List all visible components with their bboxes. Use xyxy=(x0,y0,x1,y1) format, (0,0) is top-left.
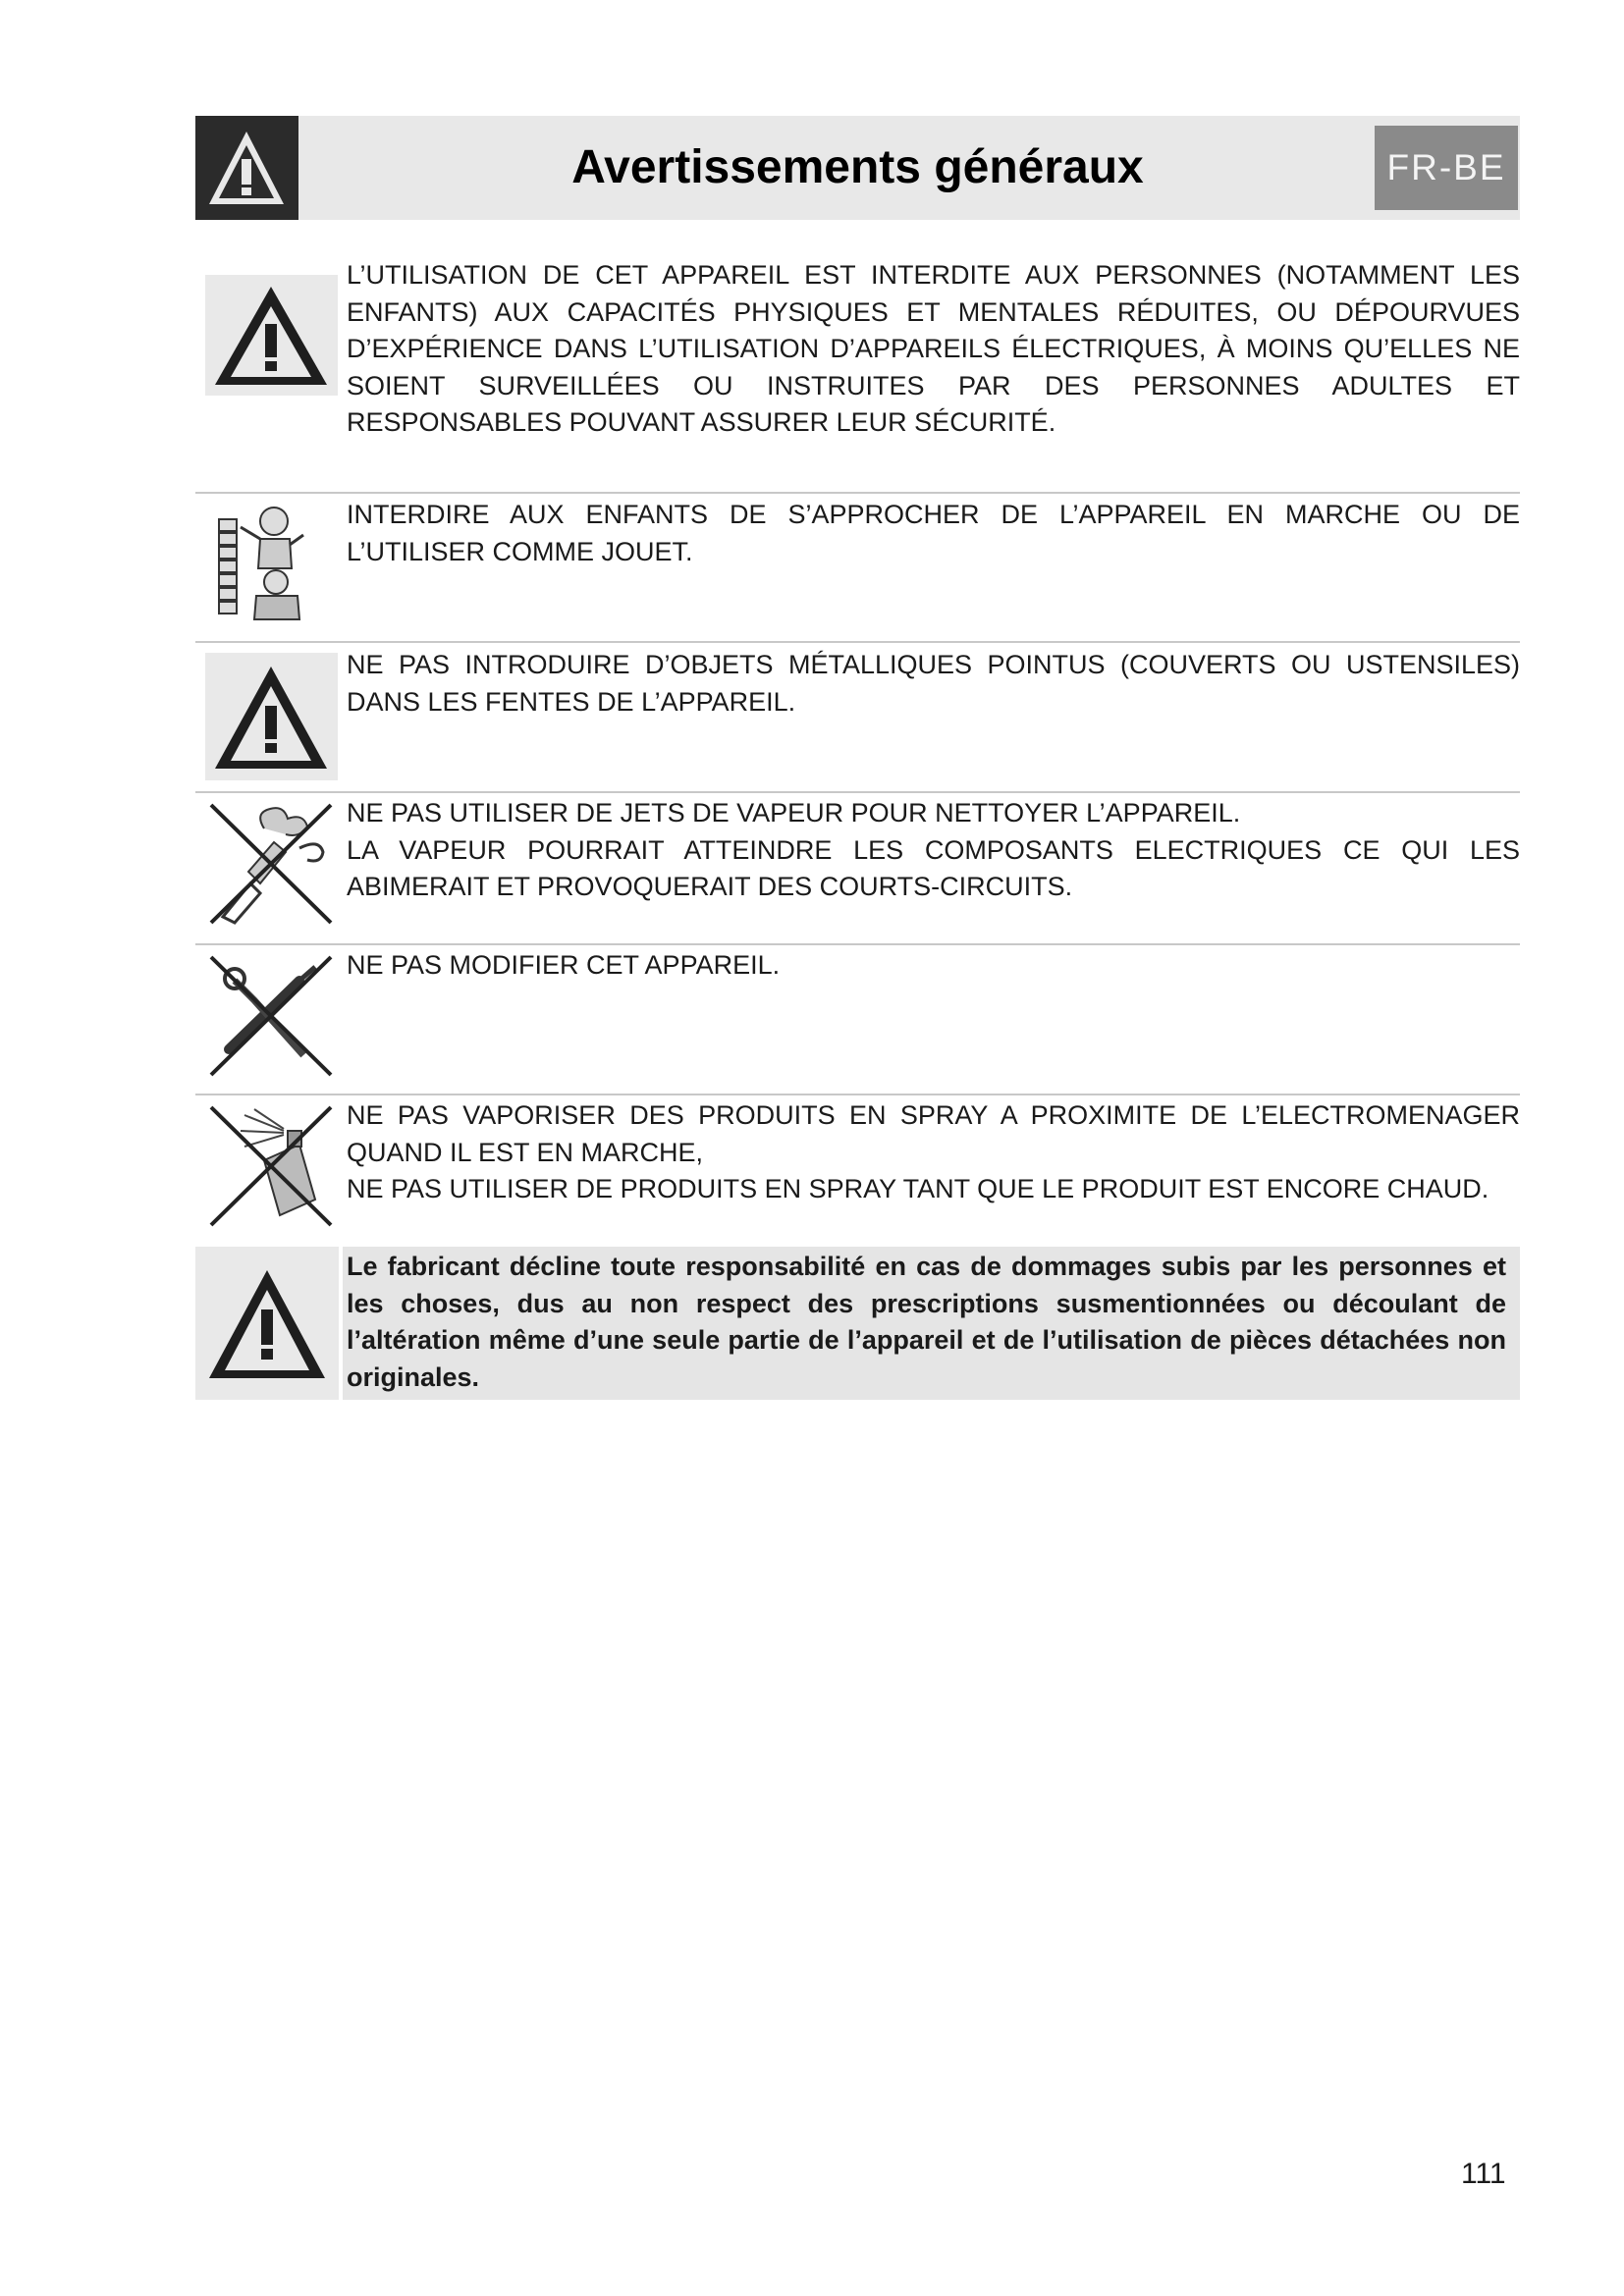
warning-text: L’UTILISATION DE CET APPAREIL EST INTERDITE AUX PERSONNES (NOTAMMENT LES ENFANTS) AUX CAPACITÉS PHYSIQUES ET MENTALES RÉDUITES, OU DÉPOURVUES D’EXPÉRIENCE DANS L’UTILISATION D’APPAREILS ÉLECTRIQUES, À MOINS QU’ELLES NE SOIENT SURVEILLÉES OU INSTRUITES PAR DES PERSONNES ADULTES ET RESPONSABLES POUVANT ASSURER LEUR SÉCURITÉ. xyxy=(347,260,1520,437)
warning-text: NE PAS UTILISER DE JETS DE VAPEUR POUR NETTOYER L’APPAREIL. xyxy=(347,798,1241,828)
warning-text-detail: NE PAS UTILISER DE PRODUITS EN SPRAY TANT QUE LE PRODUIT EST ENCORE CHAUD. xyxy=(347,1174,1489,1203)
warning-triangle-icon xyxy=(205,275,338,396)
warning-item xyxy=(195,641,1520,791)
warning-text-block xyxy=(347,795,1520,906)
separator xyxy=(195,641,1520,643)
page-number: 111 xyxy=(1461,2158,1506,2190)
language-badge: FR-BE xyxy=(1375,126,1518,210)
separator xyxy=(195,1094,1520,1095)
warning-item xyxy=(195,257,1520,490)
disclaimer-text: Le fabricant décline toute responsabilité en cas de dommages subis par les personnes et les choses, dus au non respect des prescriptions susmentionnées ou découlant de l’altération même d’une seule partie de l’appareil et de l’utilisation de pièces détachées non originales. xyxy=(347,1252,1506,1392)
warning-item xyxy=(195,791,1520,943)
separator xyxy=(195,492,1520,494)
warning-text: NE PAS INTRODUIRE D’OBJETS MÉTALLIQUES POINTUS (COUVERTS OU USTENSILES) DANS LES FENTES DE L’APPAREIL. xyxy=(347,650,1520,717)
warning-item xyxy=(195,1094,1520,1246)
separator xyxy=(195,791,1520,793)
warning-text-block xyxy=(347,1097,1520,1208)
disclaimer-box xyxy=(343,1247,1520,1400)
no-spray-icon xyxy=(205,1101,338,1231)
warning-text: NE PAS VAPORISER DES PRODUITS EN SPRAY A PROXIMITE DE L’ELECTROMENAGER QUAND IL EST EN MARCHE, xyxy=(347,1100,1520,1167)
warning-text: INTERDIRE AUX ENFANTS DE S’APPROCHER DE L’APPAREIL EN MARCHE OU DE L’UTILISER COMME JOUET. xyxy=(347,500,1520,566)
warning-text: NE PAS MODIFIER CET APPAREIL. xyxy=(347,950,781,980)
no-tools-icon xyxy=(205,951,338,1081)
disclaimer-item xyxy=(195,1247,1520,1400)
section-header xyxy=(195,116,1520,220)
no-steam-cleaner-icon xyxy=(205,799,338,929)
warning-item xyxy=(195,943,1520,1094)
warning-text-detail: LA VAPEUR POURRAIT ATTEINDRE LES COMPOSANTS ELECTRIQUES CE QUI LES ABIMERAIT ET PROVOQUERAIT DES COURTS-CIRCUITS. xyxy=(347,834,1520,901)
separator xyxy=(195,943,1520,945)
children-climbing-icon xyxy=(205,500,338,625)
warning-triangle-icon xyxy=(195,1247,339,1400)
warning-item xyxy=(195,492,1520,641)
page-title: Avertissements généraux xyxy=(571,141,1144,193)
warning-triangle-icon xyxy=(205,653,338,780)
